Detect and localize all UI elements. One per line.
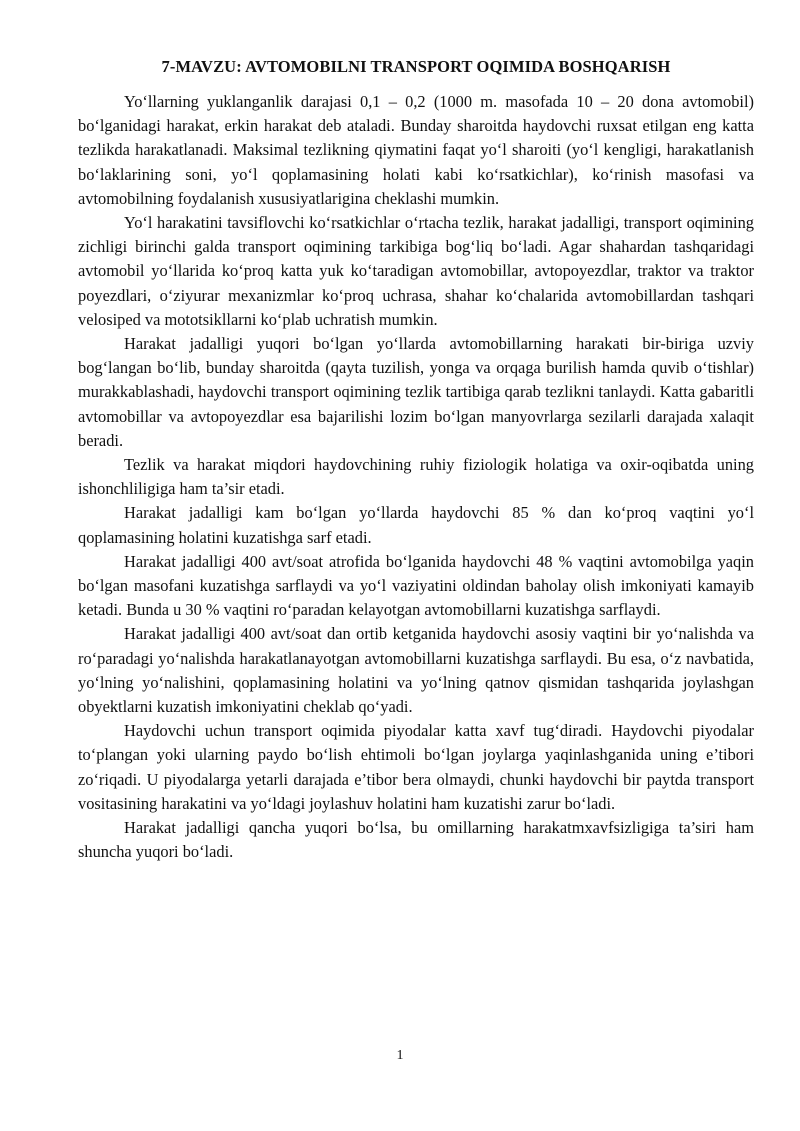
paragraph: Harakat jadalligi kam bo‘lgan yo‘llarda haydovchi 85 % dan ko‘proq vaqtini yo‘l qoplamasining holatini kuzatishga sarf etadi. <box>78 503 754 547</box>
paragraph: Haydovchi uchun transport oqimida piyodalar katta xavf tug‘diradi. Haydovchi piyodalar to‘plangan yoki ularning paydo bo‘lish ehtimoli bo‘lgan joylarga yaqinlashganida uning e’tibori zo‘riqadi. U piyodalarga yetarli darajada e’tibor bera olmaydi, chunki haydovchi bir paytda transport vositasining harakatini va yo‘ldagi joylashuv holatini ham kuzatishi zarur bo‘ladi. <box>78 721 754 813</box>
paragraph: Yo‘llarning yuklanganlik darajasi 0,1 – 0,2 (1000 m. masofada 10 – 20 dona avtomobil) bo‘lganidagi harakat, erkin harakat deb ataladi. Bunday sharoitda haydovchi ruxsat etilgan eng katta tezlikda harakatlanadi. Maksimal tezlikning qiymatini faqat yo‘l sharoiti (yo‘l kengligi, harakatlanish bo‘laklarining soni, yo‘l qoplamasining holati kabi ko‘rsatkichlar), ko‘rinish masofasi va avtomobilning foydalanish xususiyatlarigina cheklashi mumkin. <box>78 92 754 208</box>
paragraph: Yo‘l harakatini tavsiflovchi ko‘rsatkichlar o‘rtacha tezlik, harakat jadalligi, transport oqimining zichligi birinchi galda transport oqimining tarkibiga bog‘liq bo‘ladi. Agar shahardan tashqaridagi avtomobil yo‘llarida ko‘proq katta yuk ko‘taradigan avtomobillar, avtopoyezdlar, traktor va traktor poyezdlari, o‘ziyurar mexanizmlar ko‘proq uchrasa, shahar ko‘chalarida avtomobillardan tashqari velosiped va mototsikllarni ko‘plab uchratish mumkin. <box>78 213 754 329</box>
page-number: 1 <box>396 1048 404 1063</box>
paragraph: Harakat jadalligi qancha yuqori bo‘lsa, bu omillarning harakatmxavfsizligiga ta’siri ham shuncha yuqori bo‘ladi. <box>78 818 754 862</box>
paragraph: Harakat jadalligi 400 avt/soat atrofida bo‘lganida haydovchi 48 % vaqtini avtomobilga yaqin bo‘lgan masofani kuzatishga sarflaydi va yo‘l vaziyatini oldindan baholay olish imkoniyati kamayib ketadi. Bunda u 30 % vaqtini ro‘paradan kelayotgan avtomobillarni kuzatishga sarflaydi. <box>78 551 754 620</box>
page-title: 7-MAVZU: AVTOMOBILNI TRANSPORT OQIMIDA BOSHQARISH <box>161 57 671 76</box>
body-text <box>78 90 754 865</box>
paragraph: Tezlik va harakat miqdori haydovchining ruhiy fiziologik holatiga va oxir-oqibatda uning ishonchliligiga ham ta’sir etadi. <box>78 455 754 499</box>
paragraph: Harakat jadalligi 400 avt/soat dan ortib ketganida haydovchi asosiy vaqtini bir yo‘nalishda va ro‘paradagi yo‘nalishda harakatlanayotgan avtomobillarni kuzatishga sarflaydi. Bu esa, o‘z navbatida, yo‘lning yo‘nalishini, qoplamasining holatini va yo‘lning qatnov qismidan tashqarida joylashgan obyektlarni kuzatish imkoniyatini cheklab qo‘yadi. <box>78 624 754 717</box>
paragraph: Harakat jadalligi yuqori bo‘lgan yo‘llarda avtomobillarning harakati bir-biriga uzviy bog‘langan bo‘lib, bunday sharoitda (qayta tuzilish, yonga va orqaga burilish hamda quvib o‘tishlar) murakkablashadi, haydovchi transport oqimining tezlik tartibiga qarab tezlikni tanlaydi. Katta gabaritli avtomobillar va avtopoyezdlar esa bajarilishi lozim bo‘lgan manyovrlarga sezilarli darajada xalaqit beradi. <box>78 334 754 450</box>
